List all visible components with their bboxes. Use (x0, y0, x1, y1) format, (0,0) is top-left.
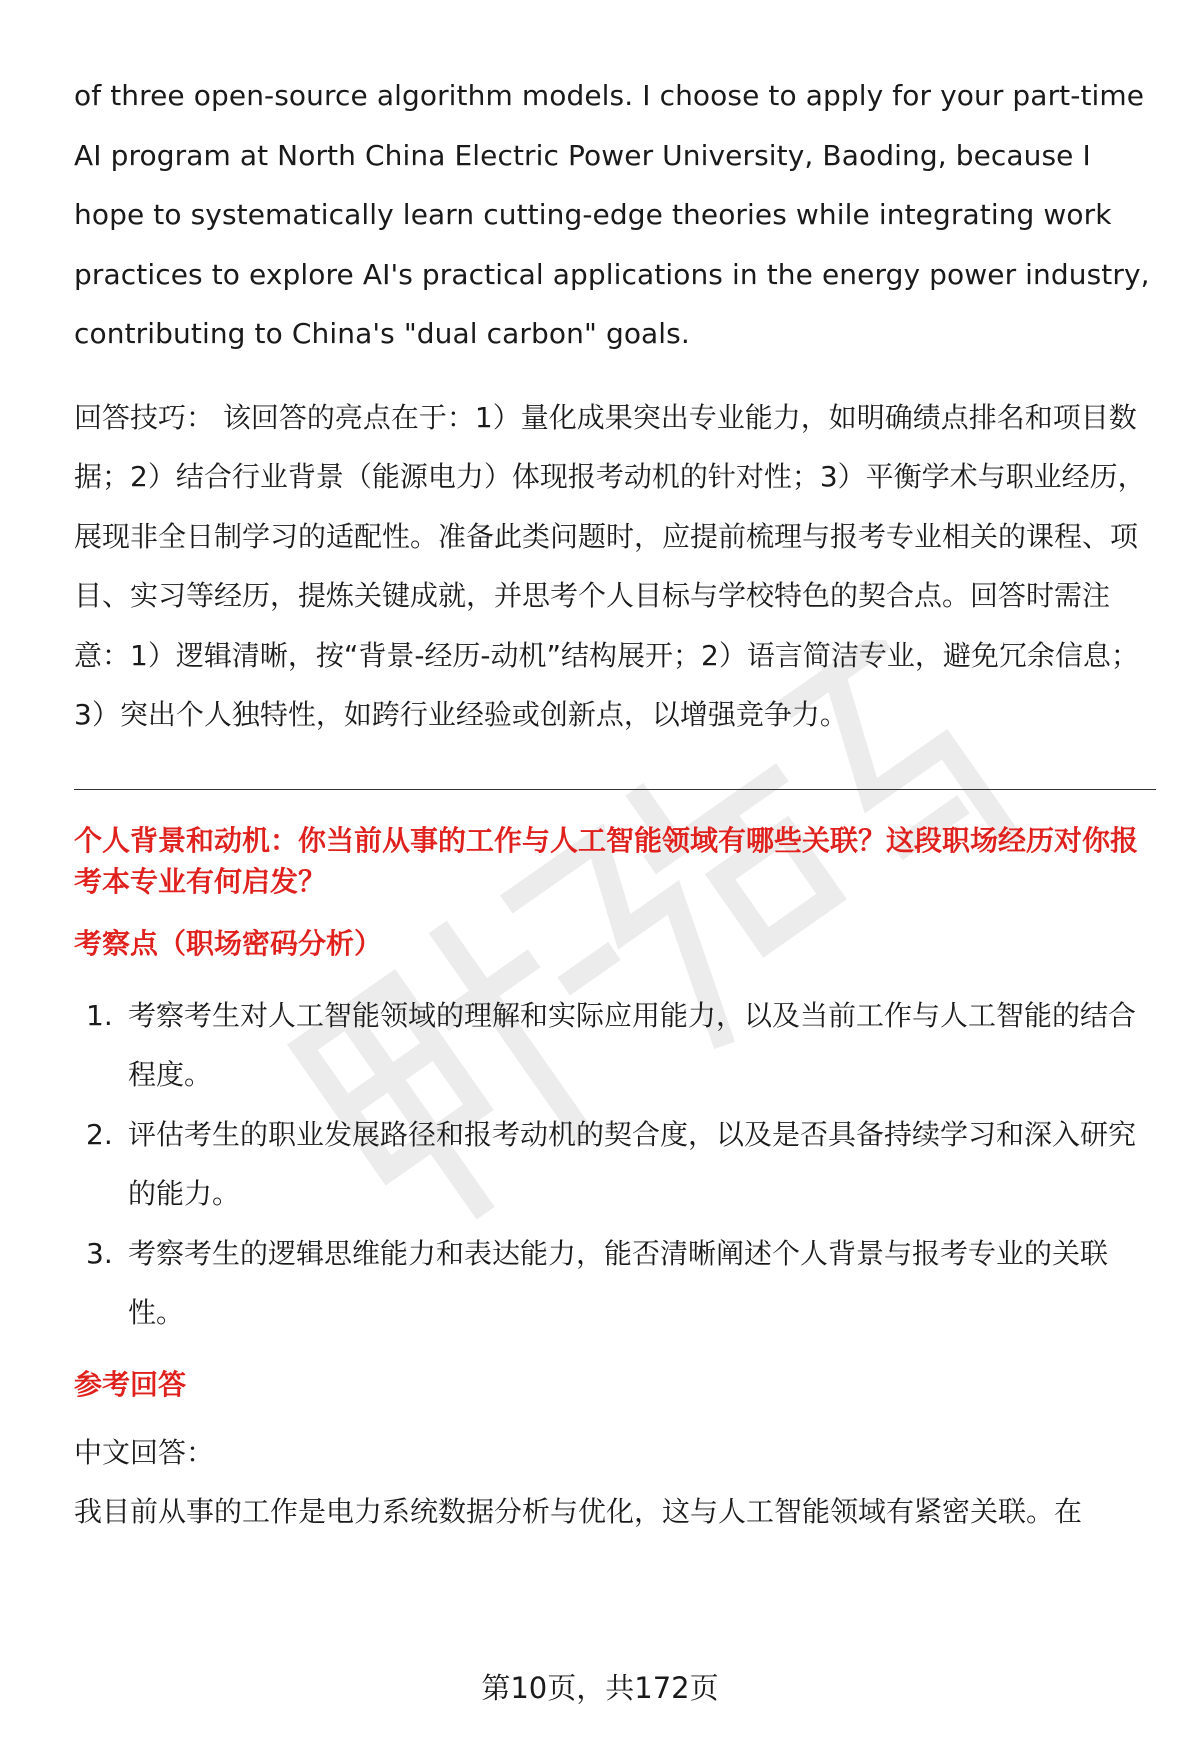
list-number: 1. (86, 998, 113, 1032)
exam-point-item (74, 1224, 1156, 1343)
exam-points-heading: 考察点（职场密码分析） (74, 926, 383, 960)
question-title: 个人背景和动机：你当前从事的工作与人工智能领域有哪些关联？这段职场经历对你报考本专业有何启发？ (74, 823, 1139, 898)
page-number-footer: 第10页，共172页 (481, 1671, 719, 1705)
exam-point-text: 评估考生的职业发展路径和报考动机的契合度，以及是否具备持续学习和深入研究的能力。 (128, 1117, 1137, 1210)
chinese-answer-text: 我目前从事的工作是电力系统数据分析与优化，这与人工智能领域有紧密关联。在 (74, 1495, 1083, 1528)
chinese-answer-label: 中文回答： (74, 1435, 215, 1469)
reference-answer-heading: 参考回答 (74, 1367, 187, 1401)
exam-point-text: 考察考生的逻辑思维能力和表达能力，能否清晰阐述个人背景与报考专业的关联性。 (128, 1236, 1109, 1329)
exam-point-text: 考察考生对人工智能领域的理解和实际应用能力，以及当前工作与人工智能的结合程度。 (128, 998, 1137, 1091)
intro-paragraph: of three open-source algorithm models. I choose to apply for your part-time AI program at North China Electric Power University, Baoding, because I hope to systematically learn cutting-edge theories while integrating work practices to explore AI's practical applications in the energy power industry, contributing to China's "dual carbon" goals. (74, 79, 1150, 350)
answer-tips-paragraph: 回答技巧： 该回答的亮点在于：1）量化成果突出专业能力，如明确绩点排名和项目数据；2）结合行业背景（能源电力）体现报考动机的针对性；3）平衡学术与职业经历，展现非全日制学习的适配性。准备此类问题时，应提前梳理与报考专业相关的课程、项目、实习等经历，提炼关键成就，并思考个人目标与学校特色的契合点。回答时需注意：1）逻辑清晰，按“背景-经历-动机”结构展开；2）语言简洁专业，避免冗余信息；3）突出个人独特性，如跨行业经验或创新点，以增强竞争力。 (74, 400, 1146, 731)
list-number: 3. (86, 1236, 113, 1270)
exam-point-item (74, 1105, 1156, 1224)
list-number: 2. (86, 1117, 113, 1151)
exam-points-list (74, 986, 1156, 1343)
section-divider (74, 789, 1156, 790)
document-page (74, 66, 1156, 1542)
exam-point-item (74, 986, 1156, 1105)
